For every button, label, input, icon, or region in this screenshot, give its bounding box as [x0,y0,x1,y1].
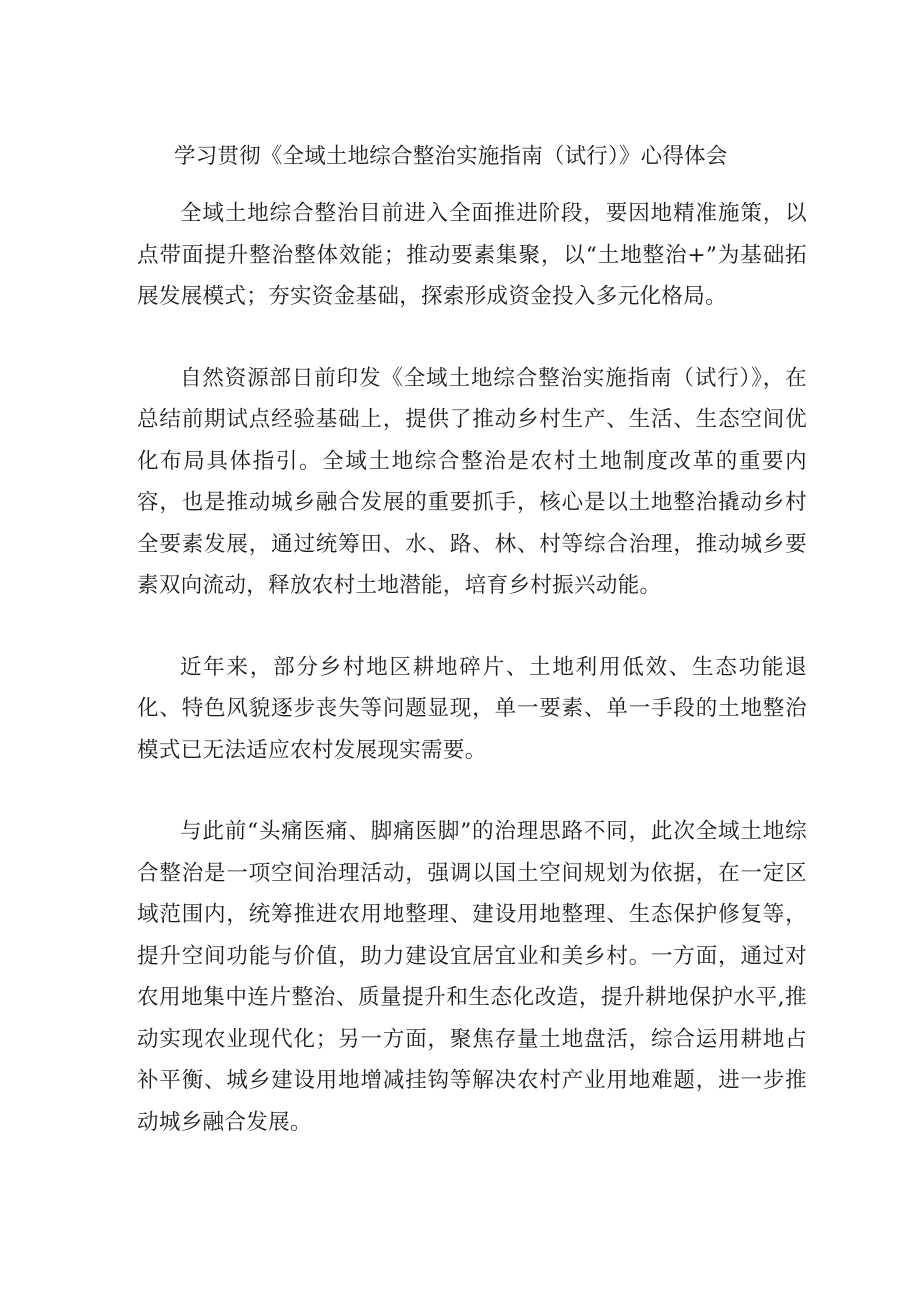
document-title: 学习贯彻《全域土地综合整治实施指南（试行）》心得体会 [174,144,728,169]
paragraph-1: 全域土地综合整治目前进入全面推进阶段，要因地精准施策，以点带面提升整治整体效能；推动要素集聚，以“土地整治+”为基础拓展发展模式；夯实资金基础，探索形成资金投入多元化格局。 [137,201,807,309]
document-body [137,170,807,1143]
paragraph-4: 与此前“头痛医痛、脚痛医脚”的治理思路不同，此次全域土地综合整治是一项空间治理活动，强调以国土空间规划为依据，在一定区域范围内，统筹推进农用地整理、建设用地整理、生态保护修复等，提升空间功能与价值，助力建设宜居宜业和美乡村。一方面，通过对农用地集中连片整治、质量提升和生态化改造，提升耕地保护水平,推动实现农业现代化；另一方面，聚焦存量土地盘活，综合运用耕地占补平衡、城乡建设用地增减挂钩等解决农村产业用地难题，进一步推动城乡融合发展。 [137,819,807,1135]
paragraph-3: 近年来，部分乡村地区耕地碎片、土地利用低效、生态功能退化、特色风貌逐步丧失等问题显现，单一要素、单一手段的土地整治模式已无法适应农村发展现实需要。 [137,654,807,763]
paragraph-2: 自然资源部日前印发《全域土地综合整治实施指南（试行）》，在总结前期试点经验基础上，提供了推动乡村生产、生活、生态空间优化布局具体指引。全域土地综合整治是农村土地制度改革的重要内容，也是推动城乡融合发展的重要抓手，核心是以土地整治撬动乡村全要素发展，通过统筹田、水、路、林、村等综合治理，推动城乡要素双向流动，释放农村土地潜能，培育乡村振兴动能。 [137,365,807,598]
